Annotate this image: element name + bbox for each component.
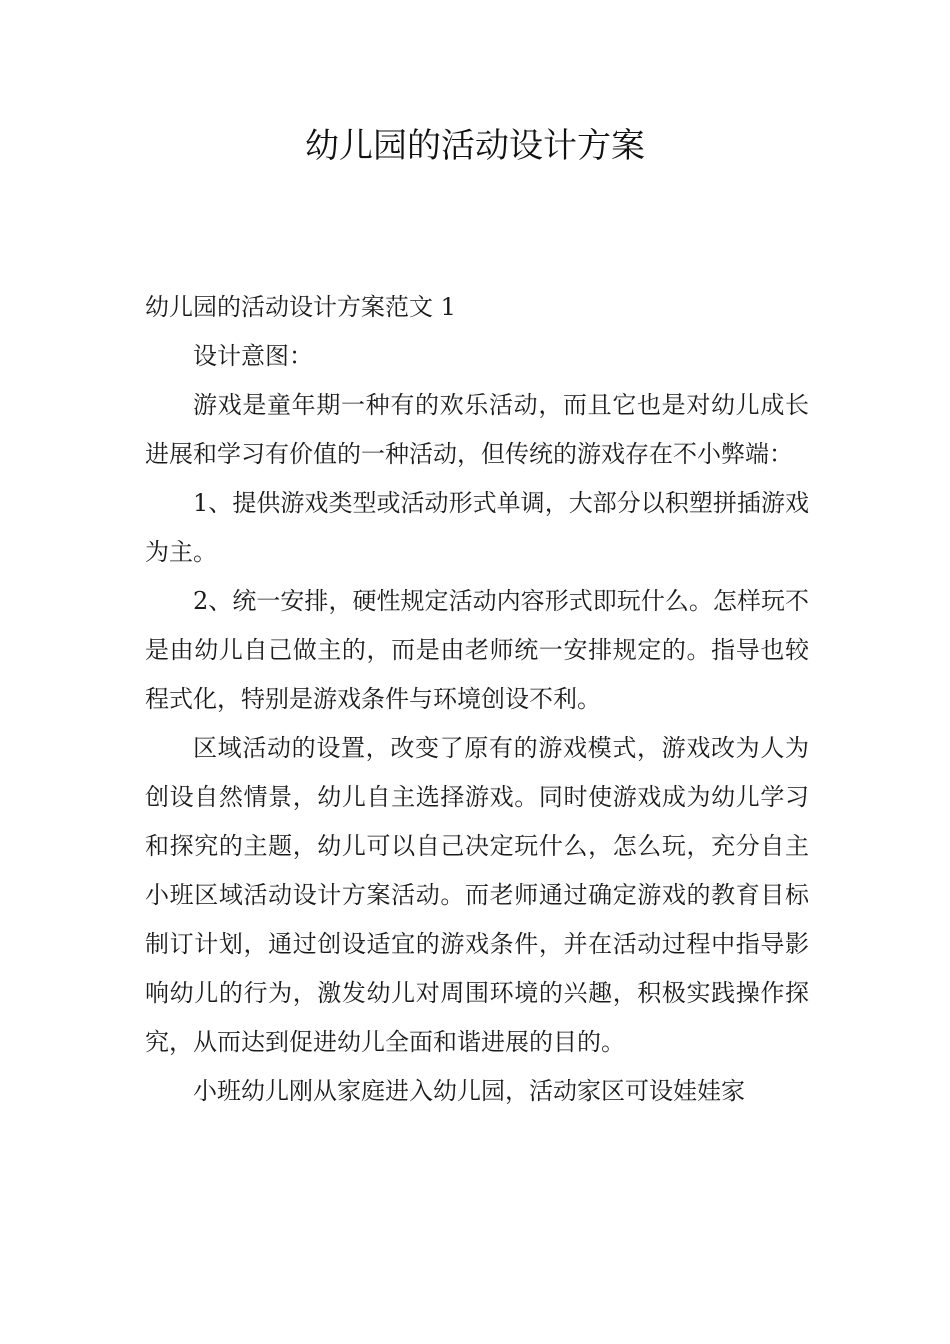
document-subtitle: 幼儿园的活动设计方案范文 1 xyxy=(145,293,456,321)
paragraph-area-activity: 区域活动的设置，改变了原有的游戏模式，游戏改为人为创设自然情景，幼儿自主选择游戏。同时使游戏成为幼儿学习和探究的主题，幼儿可以自己决定玩什么，怎么玩，充分自主小班区域活动设计方案活动。而老师通过确定游戏的教育目标制订计划，通过创设适宜的游戏条件，并在活动过程中指导影响幼儿的行为，激发幼儿对周围环境的兴趣，积极实践操作探究，从而达到促进幼儿全面和谐进展的目的。 xyxy=(145,734,809,1056)
paragraph-point-1: 1、提供游戏类型或活动形式单调，大部分以积塑拼插游戏为主。 xyxy=(145,489,809,566)
paragraph-design-intent: 设计意图： xyxy=(193,342,313,370)
paragraph-game-intro: 游戏是童年期一种有的欢乐活动，而且它也是对幼儿成长进展和学习有价值的一种活动，但传统的游戏存在不小弊端： xyxy=(145,391,809,468)
document-title: 幼儿园的活动设计方案 xyxy=(305,126,645,166)
paragraph-small-class: 小班幼儿刚从家庭进入幼儿园，活动家区可设娃娃家 xyxy=(193,1077,745,1105)
paragraph-point-2: 2、统一安排，硬性规定活动内容形式即玩什么。怎样玩不是由幼儿自己做主的，而是由老师统一安排规定的。指导也较程式化，特别是游戏条件与环境创设不利。 xyxy=(145,587,809,713)
document-body xyxy=(145,283,809,1116)
